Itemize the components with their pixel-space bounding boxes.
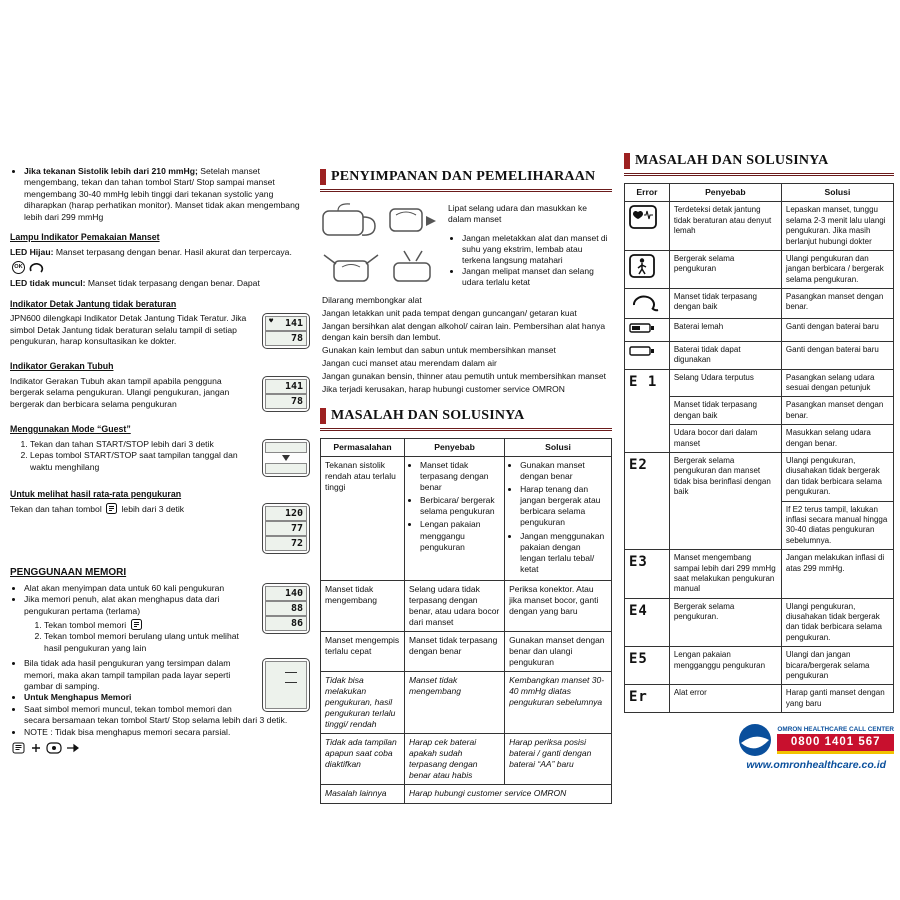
lcd-pulse-value: 72	[290, 538, 303, 550]
problem-cell: Masalah lainnya	[321, 785, 405, 803]
storage-top-block	[320, 199, 612, 290]
table-row	[321, 785, 612, 803]
table-row	[625, 598, 894, 647]
cause-cell: Bergerak selama pengukuran	[669, 250, 781, 288]
lcd-dia-value: 77	[290, 523, 303, 535]
solution-cell: Pasangkan manset dengan benar.	[781, 289, 893, 319]
storage-caption: Lipat selang udara dan masukkan ke dalam manset	[448, 203, 587, 225]
error-icon-cell	[625, 202, 670, 251]
battery-empty-icon	[629, 345, 655, 357]
heading-mode-guest: Menggunakan Mode “Guest”	[10, 424, 131, 435]
error-table	[624, 183, 894, 713]
intro-bold-text: Jika tekanan Sistolik lebih dari 210 mmHg;	[24, 166, 198, 176]
led-none-text: Manset tidak terpasang dengan benar. Dapat	[85, 278, 260, 289]
list-item: Gunakan kain lembut dan sabun untuk membersihkan manset	[322, 344, 556, 355]
table-row	[625, 319, 894, 341]
left-column	[10, 164, 310, 758]
heart-icon: ♥	[269, 317, 274, 326]
guest-step-text: Tekan dan tahan START/STOP lebih dari 3 detik	[30, 438, 214, 449]
ok-led-indicator	[12, 260, 310, 274]
solution-cell: Pasangkan manset dengan benar.	[781, 397, 893, 425]
lcd-sys-value: 140	[284, 587, 303, 599]
erase-buttons-illustration	[12, 742, 310, 754]
col-header: Solusi	[781, 184, 893, 202]
solution-cell: Periksa konektor. Atau jika manset bocor, ganti dengan yang baru	[505, 580, 612, 631]
storage-paragraphs	[322, 295, 612, 395]
solution-cell: Pasangkan selang udara sesuai dengan petunjuk	[781, 369, 893, 397]
right-column	[624, 152, 894, 773]
solution-cell: Harap hubungi customer service OMRON	[405, 785, 612, 803]
lcd-screen	[265, 536, 307, 551]
list-item: Jangan bersihkan alat dengan alkohol/ cairan lain. Pembersihan alat hanya dengan kain bersih dan lembut.	[322, 320, 606, 342]
cause-cell: Manset tidak mengembang	[405, 672, 505, 734]
memory-button-icon	[131, 619, 142, 630]
heading-penggunaan-memori: PENGGUNAAN MEMORI	[10, 567, 127, 579]
cause-cell: Selang Udara terputus	[669, 369, 781, 397]
list-item: • Lengan pakaian menggangu pengukuran	[420, 519, 500, 552]
lcd-dia-value: 88	[290, 602, 303, 614]
col-header: Penyebab	[405, 439, 505, 457]
irregular-heartbeat-icon	[629, 205, 657, 229]
storage-illustrations	[320, 199, 440, 290]
cuff-curve-icon	[28, 260, 44, 274]
solution-cell: Ganti dengan baterai baru	[781, 341, 893, 369]
list-item: • Berbicara/ bergerak selama pengukuran	[420, 495, 500, 517]
call-center-label: OMRON HEALTHCARE CALL CENTER	[777, 726, 894, 734]
lcd-memory-reading	[262, 583, 310, 634]
lcd-sys-value: 120	[284, 508, 303, 520]
memori-text: Alat akan menyimpan data untuk 60 kali pengukuran	[24, 582, 225, 593]
lcd-dash	[285, 672, 297, 673]
problem-cell: Manset mengempis terlalu cepat	[321, 631, 405, 671]
solution-cell: Harap ganti manset dengan yang baru	[781, 685, 893, 713]
lcd-screen	[265, 586, 307, 601]
table-row	[321, 631, 612, 671]
list-item: • Manset tidak terpasang dengan benar	[420, 460, 500, 493]
problem-cell: Tidak ada tampilan apapun saat coba diaktifkan	[321, 734, 405, 785]
lcd-guest-mode	[262, 439, 310, 477]
omron-website: www.omronhealthcare.co.id	[746, 759, 887, 772]
list-item: • Gunakan manset dengan benar	[520, 460, 607, 482]
rata-section	[10, 503, 310, 557]
lcd-body-movement	[262, 376, 310, 412]
cause-cell: Baterai tidak dapat digunakan	[669, 341, 781, 369]
call-center-phone: 0800 1401 567	[777, 734, 894, 751]
lcd-dia-value: 78	[290, 396, 303, 408]
detak-body: JPN600 dilengkapi Indikator Detak Jantung Tidak Teratur. Jika simbol Detak Jantung tidak beraturan selalu tampil di setiap pengukuran, harap konsultasikan ke dokter.	[10, 313, 247, 347]
section-header-trouble-right	[624, 152, 894, 176]
memori-text: Saat simbol memori muncul, tekan tombol memori dan secara bersamaan tekan tombol Start/ Stop selama lebih dari 3 detik.	[24, 703, 288, 726]
rata-text-post: lebih dari 3 detik	[121, 504, 185, 515]
error-icon-cell	[625, 319, 670, 341]
error-icon-cell	[625, 250, 670, 288]
cause-cell: Udara bocor dari dalam manset	[669, 425, 781, 453]
table-header-row	[321, 439, 612, 457]
intro-list	[24, 166, 310, 223]
table-row	[625, 250, 894, 288]
table-row	[625, 341, 894, 369]
lcd-sys-value: 141	[284, 381, 303, 393]
table-row	[625, 289, 894, 319]
battery-low-icon	[629, 322, 655, 334]
lcd-sys-value: 141	[284, 318, 303, 330]
led-hijau-label: LED Hijau:	[10, 246, 54, 257]
table-row	[625, 647, 894, 685]
call-center-yellow-strip	[777, 751, 894, 754]
lcd-screen	[265, 506, 307, 521]
list-item: • Harap tenang dan jangan bergerak atau berbicara selama pengukuran	[520, 484, 607, 528]
storage-bullets	[462, 233, 612, 288]
heading-detak-jantung: Indikator Detak Jantung tidak beraturan	[10, 298, 177, 309]
cause-cell: Selang udara tidak terpasang dengan benar, atau udara bocor dari manset	[405, 580, 505, 631]
memori-step-text: Tekan tombol memori berulang ulang untuk melihat hasil pengukuran yang lain	[44, 631, 239, 653]
heading-rata-rata: Untuk melihat hasil rata-rata pengukuran	[10, 488, 182, 499]
memori-text: Jika memori penuh, alat akan menghapus data dari pengukuran pertama (terlama)	[24, 594, 220, 616]
cuff-press-illustration-4	[386, 247, 440, 289]
lcd-irregular-heartbeat	[262, 313, 310, 349]
solution-cell: Gunakan manset dengan benar dan ulangi pengukuran	[505, 631, 612, 671]
cause-cell: Manset tidak terpasang dengan baik	[669, 397, 781, 425]
error-code-cell: Er	[625, 685, 670, 713]
memory-button-icon	[12, 742, 26, 754]
heading-gerakan-tubuh: Indikator Gerakan Tubuh	[10, 361, 114, 372]
solution-cell: Ulangi pengukuran, diusahakan tidak bergerak dan tidak berbicara selama pengukuran.	[781, 598, 893, 647]
call-center-box	[777, 726, 894, 754]
list-item: • Jangan meletakkan alat dan manset di suhu yang ekstrim, lembab atau terkena langsung matahari	[462, 233, 612, 266]
cause-cell: Alat error	[669, 685, 781, 713]
ok-led-icon: OK	[12, 261, 25, 274]
error-icon-cell	[625, 289, 670, 319]
solution-cell: Harap periksa posisi baterai / ganti dengan baterai “AA” baru	[505, 734, 612, 785]
gerakan-body: Indikator Gerakan Tubuh akan tampil apabila pengguna bergerak selama pengukuran. Ulangi pengukuran, jangan bergerak dan berbicara selama pengukuran	[10, 376, 230, 409]
table-row	[321, 457, 612, 580]
header-red-bar	[320, 408, 326, 424]
gerakan-section	[10, 376, 310, 415]
error-icon-cell	[625, 341, 670, 369]
error-code-cell: E5	[625, 647, 670, 685]
problem-cell: Tidak bisa melakukan pengukuran, hasil pengukuran terlalu tinggi/ rendah	[321, 672, 405, 734]
table-row	[321, 580, 612, 631]
lcd-dia-value: 78	[290, 333, 303, 345]
led-hijau-text: Manset terpasang dengan benar. Hasil akurat dan terpercaya.	[53, 246, 292, 257]
solution-cell: Ganti dengan baterai baru	[781, 319, 893, 341]
lcd-screen	[265, 463, 307, 474]
solution-cell: If E2 terus tampil, lakukan inflasi secara manual hingga 30-40 diatas pengukuran sebelumnya.	[781, 501, 893, 550]
solution-cell: Masukkan selang udara dengan benar.	[781, 425, 893, 453]
body-movement-icon	[629, 254, 655, 278]
memori-text: Bila tidak ada hasil pengukuran yang tersimpan dalam memori, maka akan tampil tampilan pada layar seperti gambar di samping.	[24, 658, 231, 692]
header-red-bar	[320, 169, 326, 185]
lcd-screen	[265, 331, 307, 346]
col-header: Permasalahan	[321, 439, 405, 457]
arrow-down-icon	[282, 455, 290, 461]
guest-step-text: Lepas tombol START/STOP saat tampilan tanggal dan waktu menghilang	[30, 450, 238, 472]
storage-title: PENYIMPANAN DAN PEMELIHARAAN	[331, 169, 596, 184]
trouble-title-mid: MASALAH DAN SOLUSINYA	[331, 407, 525, 423]
list-item: Dilarang membongkar alat	[322, 294, 422, 305]
solution-cell: Jangan melakukan inflasi di atas 299 mmHg.	[781, 550, 893, 599]
cause-list	[420, 460, 500, 552]
lcd-dash	[285, 682, 297, 683]
list-item: Jangan letakkan unit pada tempat dengan guncangan/ getaran kuat	[322, 307, 577, 318]
table-row	[625, 453, 894, 502]
solution-cell: Ulangi pengukuran dan jangan berbicara / bergerak selama pengukuran.	[781, 250, 893, 288]
solution-cell: Ulangi dan jangan bicara/bergerak selama pengukuran	[781, 647, 893, 685]
arrow-right-icon	[65, 742, 79, 754]
problem-cell: Tekanan sistolik rendah atau terlalu tinggi	[321, 457, 405, 580]
table-row	[625, 550, 894, 599]
lcd-pulse-value: 86	[290, 617, 303, 629]
table-row	[321, 734, 612, 785]
intro-text: Setelah manset mengembang, tekan dan tahan tombol Start/ Stop sampai manset mengembang 30-40 mmHg lebih tinggi dari tekanan systolic yang diharapkan (harap perhatikan monitor). Manset tidak akan mengembang lebih dari 299 mmHg	[24, 166, 300, 222]
cause-cell: Terdeteksi detak jantung tidak beraturan atau denyut lemah	[669, 202, 781, 251]
error-code-cell: E3	[625, 550, 670, 599]
cuff-icon	[629, 292, 659, 312]
lcd-screen	[265, 521, 307, 536]
cuff-fold-illustration-1	[320, 199, 382, 243]
memori-section	[10, 583, 310, 657]
middle-column	[320, 168, 612, 804]
lcd-screen	[265, 442, 307, 453]
start-stop-button-icon	[46, 742, 62, 754]
col-header: Penyebab	[669, 184, 781, 202]
guest-section	[10, 439, 310, 480]
table-header-row	[625, 184, 894, 202]
led-none-paragraph	[10, 278, 310, 289]
cause-cell	[405, 457, 505, 580]
section-header-trouble-mid	[320, 407, 612, 431]
cause-cell: Manset mengembang sampai lebih dari 299 mmHg saat melakukan pengukuran manual	[669, 550, 781, 599]
section-header-storage	[320, 168, 612, 192]
cause-cell: Bergerak selama pengukuran dan manset tidak bisa berinflasi dengan baik	[669, 453, 781, 550]
led-hijau-paragraph	[10, 247, 310, 258]
lcd-empty-memory	[262, 658, 310, 712]
list-item: Jangan cuci manset atau merendam dalam air	[322, 357, 497, 368]
memori-bullet	[24, 727, 310, 738]
memory-button-icon	[106, 503, 117, 514]
cuff-store-illustration-3	[320, 247, 382, 289]
solution-cell: Ulangi pengukuran, diusahakan tidak bergerak dan tidak berbicara selama pengukuran.	[781, 453, 893, 502]
led-none-label: LED tidak muncul:	[10, 278, 86, 289]
table-row	[625, 685, 894, 713]
heading-lampu-indikator: Lampu Indikator Pemakaian Manset	[10, 232, 160, 243]
lcd-screen	[265, 601, 307, 616]
solution-cell: Lepaskan manset, tunggu selama 2-3 menit lalu ulangi pengukuran. Jika masih berlanjut hubungi dokter	[781, 202, 893, 251]
error-code-cell: E4	[625, 598, 670, 647]
memori-step	[44, 631, 310, 654]
cause-cell: Manset tidak terpasang dengan baik	[669, 289, 781, 319]
intro-bullet	[24, 166, 310, 223]
lcd-screen	[265, 379, 307, 394]
troubleshooting-table	[320, 438, 612, 803]
list-item: • Jangan menggunakan pakaian dengan lengan terlalu tebal/ ketat	[520, 531, 607, 575]
solution-cell	[505, 457, 612, 580]
list-item: • Jangan melipat manset dan selang udara terlalu ketat	[462, 266, 612, 288]
memori-step-text: Tekan tombol memori	[44, 619, 127, 630]
storage-right-block	[448, 199, 612, 290]
memori-note-text: NOTE : Tidak bisa menghapus memori secara parsial.	[24, 726, 231, 737]
table-row	[625, 369, 894, 397]
omron-globe-logo	[738, 723, 772, 757]
col-header: Solusi	[505, 439, 612, 457]
col-header: Error	[625, 184, 670, 202]
omron-call-center-block	[624, 723, 894, 773]
lcd-screen	[265, 316, 307, 331]
memori-erase-heading: Untuk Menghapus Memori	[24, 692, 132, 703]
cuff-fold-illustration-2	[386, 199, 440, 243]
header-red-bar	[624, 153, 630, 169]
solution-list	[520, 460, 607, 574]
cause-cell: Bergerak selama pengukuran.	[669, 598, 781, 647]
lcd-screen	[265, 394, 307, 409]
cause-cell: Lengan pakaian mengganggu pengukuran	[669, 647, 781, 685]
list-item: Jangan gunakan bensin, thinner atau pemutih untuk membersihkan manset	[322, 370, 606, 381]
error-code-cell: E 1	[625, 369, 670, 452]
lcd-screen	[265, 616, 307, 631]
memori-empty-section	[10, 658, 310, 740]
table-row	[625, 202, 894, 251]
rata-text-pre: Tekan dan tahan tombol	[10, 504, 102, 515]
problem-cell: Manset tidak mengembang	[321, 580, 405, 631]
plus-icon	[29, 742, 43, 754]
cause-cell: Baterai lemah	[669, 319, 781, 341]
cause-cell: Harap cek baterai apakah sudah terpasang dengan benar atau habis	[405, 734, 505, 785]
solution-cell: Kembangkan manset 30-40 mmHg diatas pengukuran sebelumnya	[505, 672, 612, 734]
lcd-screen	[265, 661, 307, 709]
table-row	[321, 672, 612, 734]
detak-section	[10, 313, 310, 352]
cause-cell: Manset tidak terpasang dengan benar	[405, 631, 505, 671]
trouble-title-right: MASALAH DAN SOLUSINYA	[635, 153, 829, 168]
lcd-average-reading	[262, 503, 310, 554]
list-item: Jika terjadi kerusakan, harap hubungi customer service OMRON	[322, 383, 565, 394]
error-code-cell: E2	[625, 453, 670, 550]
